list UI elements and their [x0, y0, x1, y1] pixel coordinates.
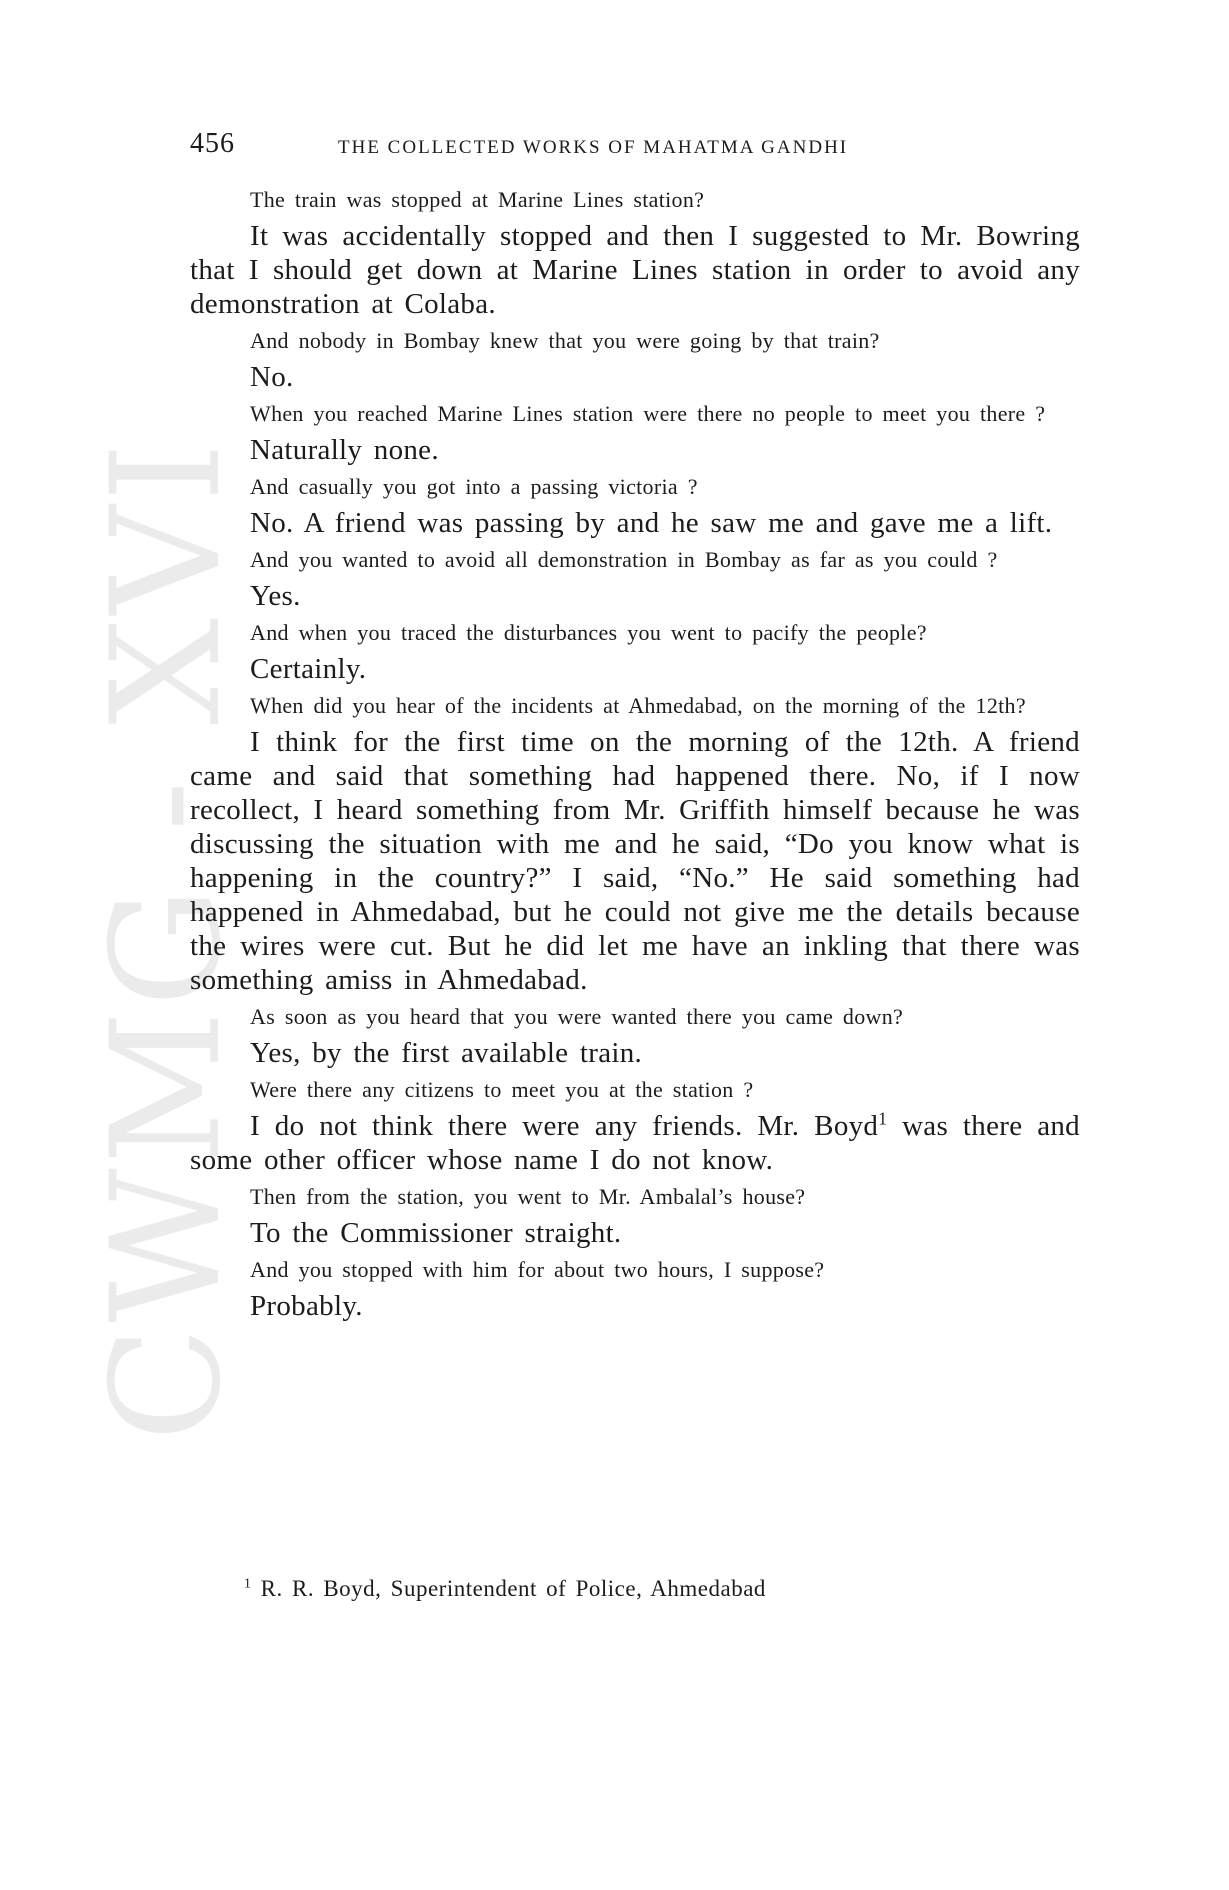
answer-paragraph: Certainly. [250, 653, 367, 685]
answer-paragraph-with-footnote [190, 1109, 1080, 1177]
answer-paragraph: Probably. [250, 1290, 363, 1322]
dialogue-body [190, 183, 1080, 1326]
answer-paragraph: Yes. [250, 580, 301, 612]
question-paragraph: When you reached Marine Lines station were there no people to meet you there ? [250, 401, 1046, 426]
question-paragraph: And you stopped with him for about two hours, I suppose? [250, 1257, 825, 1282]
question-paragraph: And when you traced the disturbances you went to pacify the people? [250, 620, 927, 645]
question-paragraph: Then from the station, you went to Mr. Ambalal’s house? [250, 1184, 806, 1209]
question-paragraph: And casually you got into a passing victoria ? [250, 474, 698, 499]
answer-text-before-footnote: I do not think there were any friends. Mr. Boyd [250, 1110, 879, 1142]
running-title: THE COLLECTED WORKS OF MAHATMA GANDHI [338, 137, 849, 158]
answer-paragraph: No. A friend was passing by and he saw me and gave me a lift. [250, 507, 1053, 539]
question-paragraph: Were there any citizens to meet you at the station ? [250, 1077, 754, 1102]
watermark-text: CWMG - XVI [80, 438, 254, 1442]
question-paragraph: And nobody in Bombay knew that you were going by that train? [250, 328, 880, 353]
answer-paragraph: No. [250, 361, 294, 393]
footnote-text: R. R. Boyd, Superintendent of Police, Ahmedabad [260, 1576, 766, 1601]
footnote [244, 1576, 766, 1602]
answer-text-after-footnote: was there and some other officer whose name I do not know. [190, 1110, 1080, 1176]
answer-paragraph: Naturally none. [250, 434, 439, 466]
footnote-marker: 1 [244, 1575, 252, 1591]
page-number: 456 [190, 128, 235, 159]
page-header [190, 128, 1080, 168]
question-paragraph: The train was stopped at Marine Lines station? [250, 187, 705, 212]
answer-paragraph: Yes, by the first available train. [250, 1037, 643, 1069]
question-paragraph: And you wanted to avoid all demonstration in Bombay as far as you could ? [250, 547, 998, 572]
question-paragraph: As soon as you heard that you were wanted there you came down? [250, 1004, 904, 1029]
answer-paragraph: It was accidentally stopped and then I suggested to Mr. Bowring that I should get down at Marine Lines station in order to avoid any demonstration at Colaba. [190, 220, 1080, 320]
question-paragraph: When did you hear of the incidents at Ahmedabad, on the morning of the 12th? [250, 693, 1026, 718]
answer-paragraph: I think for the first time on the morning of the 12th. A friend came and said that something had happened there. No, if I now recollect, I heard something from Mr. Griffith himself because he was discussing the situation with me and he said, “Do you know what is happening in the country?” I said, “No.” He said something had happened in Ahmedabad, but he could not give me the details because the wires were cut. But he did let me have an inkling that there was something amiss in Ahmedabad. [190, 726, 1080, 996]
answer-paragraph: To the Commissioner straight. [250, 1217, 622, 1249]
footnote-reference: 1 [878, 1108, 888, 1129]
